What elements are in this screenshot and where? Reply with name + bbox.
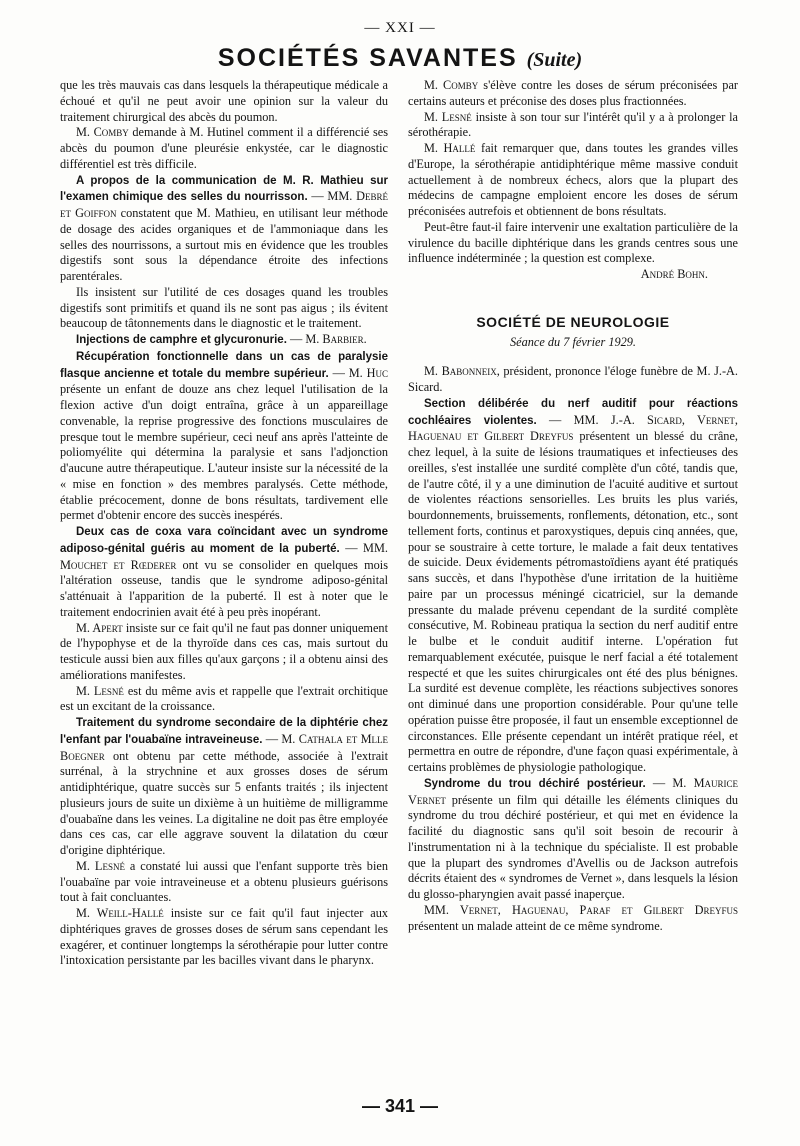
paragraph: que les très mauvais cas dans lesquels la thérapeutique médicale a échoué et qu'il ne peut avoir une opinion sur la valeur du traitement chirurgical des abcès du poumon. <box>60 78 388 124</box>
author-name: M. Babonneix <box>424 364 497 379</box>
paragraph: Traitement du syndrome secondaire de la diphtérie chez l'enfant par l'ouabaïne intraveineuse. — M. Cathala et Mlle Boegner ont obtenu par cette méthode, associée à l'extrait surrénal, à la strychnine et aux grosses doses de sérum antidiphtérique, quatre succès sur 5 enfants traités ; ils injectent plusieurs jours de suite un dixième à un huitième de milligramme d'ouabaïne dans les veines. La digitaline ne doit pas être employée dans ces cas, car elle aggrave souvent la dilatation du cœur d'origine diphtérique. <box>60 717 388 857</box>
section-heading: Récupération fonctionnelle dans un cas de paralysie flasque ancienne et totale du membre supérieur. <box>60 350 388 380</box>
paragraph: Syndrome du trou déchiré postérieur. — M. Maurice Vernet présente un film qui détaille les éléments cliniques du syndrome du trou déchiré postérieur, et qui met en évidence la facilité du diagnostic sans qu'il soit besoin de recourir à l'instrumentation ni à la technique du spécialiste. Il est probable que la plupart des syndromes d'Avellis ou de Jackson autrefois décrits étaient des « syndromes de Vernet », dans lesquels la lésion du glosso-pharyngien avait passé inaperçue. <box>408 775 739 901</box>
paragraph: M. Hallé fait remarquer que, dans toutes les grandes villes d'Europe, la sérothérapie antidiphtérique même massive conduit actuellement à de nombreux échecs, alors que la plupart des médecins de campagne emploient encore les doses de sérum préconisées autrefois et obtiennent de bons résultats. <box>408 141 738 218</box>
author-name: Maurice Vernet <box>408 775 739 807</box>
author-name: M. Weill-Hallé <box>76 906 164 920</box>
section-header <box>0 44 800 73</box>
author-name: Barbier. <box>322 332 367 346</box>
author-name: Mouchet et Rœderer <box>60 557 177 572</box>
section-heading: Injections de camphre et glycuronurie. <box>76 334 287 346</box>
right-column <box>408 78 738 934</box>
paragraph: M. Babonneix, président, prononce l'éloge funèbre de M. J.-A. Sicard. <box>408 364 738 394</box>
author-name: M. Lesné <box>76 683 124 698</box>
paragraph: M. Lesné insiste à son tour sur l'intérêt qu'il y a à prolonger la sérothérapie. <box>408 109 738 140</box>
paragraph: Section délibérée du nerf auditif pour réactions cochléaires violentes. — MM. J.-A. Sicard, Vernet, Haguenau et Gilbert Dreyfus présentent un blessé du crâne, chez lequel, à la suite de lésions traumatiques et infectieuses des oreilles, s'est installée une surdité complète d'un côté, tandis que, de l'autre côté, il y a une diminution de l'acuité auditive et surtout de violentes réactions sensorielles. Les bruits les plus variés, bourdonnements, bruissements, ronflements, détonation, etc., sont tellement forts, continus et paroxystiques, depuis cinq années, que, pour se soustraire à cette torture, le malade a fait deux tentatives de suicide. Deux évidements pétromastoïdiens ayant été pratiqués sans succès, et dans l'hypothèse d'une irritation de la huitième paire par un processus méningé cicatriciel, sur la demande pressante du malade prévenu cependant de la surdité complète consécutive, M. Robineau pratiqua la section du nerf auditif entre le bulbe et le conduit auditif interne. L'opération fut remarquablement exécutée, puisque le nerf facial a été totalement respecté et que les suites chirurgicales ont été des plus bénignes. La surdité est devenue complète, les réactions subjectives sonores ont diminué dans une proportion considérable. Pour qu'une telle opération puisse être proposée, il faut un ensemble exceptionnel de circonstances. Elle présente cependant un intérêt pratique réel, et permettra en outre de répondre, d'une façon quasi expérimentale, à certains problèmes de physiologie pathologique. <box>408 397 738 774</box>
author-name: MM. Vernet, Haguenau, Paraf et Gilbert Dreyfus <box>424 902 738 917</box>
author-name: M. Comby <box>76 125 129 140</box>
signature: André Bohn. <box>640 267 708 281</box>
paragraph: Récupération fonctionnelle dans un cas de paralysie flasque ancienne et totale du membre supérieur. — M. Huc présente un enfant de douze ans chez lequel l'utilisation de la flexion active d'un doigt entraîna, grâce à un appareillage convenable, la reprise progressive des fonctions musculaires de presque tout le membre supérieur, ceci neuf ans après l'atteinte de poliomyélite qui détermina la paralysie et sans l'adjonction d'aucune autre thérapeutique. L'auteur insiste sur la nécessité de la « mise en fonction » des membres paralysés. Cette méthode, établie précocement, donne de bons résultats, tardivement elle permet d'obtenir encore des succès inespérés. <box>60 350 388 523</box>
author-name: M. Apert <box>76 620 123 635</box>
paragraph: M. Comby demande à M. Hutinel comment il a différencié ses abcès du poumon d'une pleurésie enkystée, car le diagnostic différentiel est très difficile. <box>60 125 388 171</box>
paragraph: Injections de camphre et glycuronurie. — M. Barbier. <box>76 332 367 346</box>
author-name: Cathala et Mlle Boegner <box>60 731 388 763</box>
paragraph: M. Apert insiste sur ce fait qu'il ne faut pas donner uniquement de l'hypophyse et de la thyroïde dans ces cas, mais surtout du testicule aussi bien aux filles qu'aux garçons ; il a obtenu ainsi des améliorations manifestes. <box>60 620 389 682</box>
paragraph: Deux cas de coxa vara coïncidant avec un syndrome adiposo-génital guéris au moment de la puberté. — MM. Mouchet et Rœderer ont vu se consolider en quelques mois l'altération osseuse, tandis que le syndrome adiposo-génital s'atténuait à l'apparition de la puberté. Il est à noter que le traitement endocrinien avait été à peu près inopérant. <box>60 526 388 619</box>
author-name: M. Comby <box>424 78 479 92</box>
paragraph: M. Comby s'élève contre les doses de sérum préconisées par certains auteurs et préconise des doses plus fractionnées. <box>408 78 738 108</box>
paragraph: M. Lesné est du même avis et rappelle que l'extrait orchitique est un excitant de la croissance. <box>60 683 388 714</box>
paragraph: A propos de la communication de M. R. Mathieu sur l'examen chimique des selles du nourrisson. — MM. Debré et Goiffon constatent que M. Mathieu, en utilisant leur méthode de dosage des acides organiques et de l'ammoniaque dans les selles des nourrissons, a surtout mis en évidence que les troubles digestifs sont sous la dépendance étroite des infections parentérales. <box>60 174 388 283</box>
author-name: M. Lesné <box>76 858 125 873</box>
author-name: Debré et Goiffon <box>60 189 388 220</box>
seance-date: Séance du 7 février 1929. <box>509 334 636 349</box>
author-name: M. Hallé <box>424 141 476 155</box>
section-title: SOCIÉTÉS SAVANTES <box>217 44 518 72</box>
paragraph: Peut-être faut-il faire intervenir une exaltation particulière de la virulence du bacille diphtérique dans les grands centres sous une influence indéterminée ; la question est complexe. <box>408 219 738 266</box>
author-name: J.-A. Sicard, Vernet, Haguenau et Gilbert Dreyfus <box>408 412 738 444</box>
section-heading: Traitement du syndrome secondaire de la diphtérie chez l'enfant par l'ouabaïne intraveineuse. <box>60 717 388 746</box>
section-heading: A propos de la communication de M. R. Mathieu sur l'examen chimique des selles du nourrisson. <box>60 174 388 204</box>
section-suite: (Suite) <box>526 49 583 71</box>
section-heading: Deux cas de coxa vara coïncidant avec un syndrome adiposo-génital guéris au moment de la puberté. <box>60 526 388 555</box>
section-heading: Syndrome du trou déchiré postérieur. <box>424 777 646 790</box>
society-title: SOCIÉTÉ DE NEUROLOGIE <box>476 313 670 330</box>
paragraph: MM. Vernet, Haguenau, Paraf et Gilbert Dreyfus présentent un malade atteint de ce même syndrome. <box>408 902 738 933</box>
roman-page-number: — XXI — <box>364 20 436 36</box>
author-name: M. Lesné <box>424 109 472 124</box>
left-column <box>60 78 388 969</box>
paragraph: M. Lesné a constaté lui aussi que l'enfant supporte très bien l'ouabaïne par voie intraveineuse et a obtenu plusieurs guérisons tout à fait concluantes. <box>60 858 388 905</box>
paragraph: M. Weill-Hallé insiste sur ce fait qu'il faut injecter aux diphtériques graves de grosses doses de sérum sans cependant les exagérer, et continuer longtemps la sérothérapie pour lutter contre l'intoxication persistante par les bacilles vivant dans le pharynx. <box>60 906 388 968</box>
author-name: Huc <box>366 365 388 380</box>
section-heading: Section délibérée du nerf auditif pour réactions cochléaires violentes. <box>408 397 738 427</box>
page-number: — 341 — <box>361 1096 439 1116</box>
paragraph: Ils insistent sur l'utilité de ces dosages quand les troubles digestifs sont primitifs et quand ils ne sont pas aigus ; ils évitent beaucoup de tâtonnements dans le diagnostic et le traitement. <box>60 284 388 331</box>
